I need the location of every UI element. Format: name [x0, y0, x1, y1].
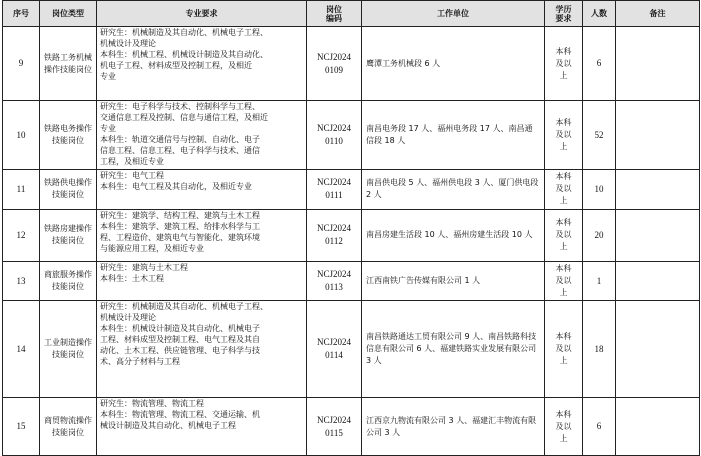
- major-line: 交通信息工程及控制、信息与通信工程，及相近: [100, 113, 268, 123]
- major-line: 本科生：建筑学、建筑工程、给排水科学与工: [100, 221, 260, 231]
- major-line: 本科生：机械设计制造及其自动化、机械电子: [100, 324, 260, 334]
- major-line: 研究生：机械制造及其自动化、机械电子工程、: [100, 302, 268, 312]
- table-row: [3, 170, 700, 209]
- header-note: 备注: [616, 1, 700, 27]
- major-line: 工程，及相近专业: [100, 157, 164, 167]
- cell-count: 18: [583, 301, 616, 398]
- cell-note: [616, 209, 700, 262]
- table-row: [3, 398, 700, 456]
- cell-major: [97, 170, 307, 209]
- table-body: [3, 27, 700, 456]
- major-line: 程、工程造价、建筑电气与智能化、建筑环境: [100, 232, 260, 242]
- major-line: 本科生：物流管理、物流工程、交通运输、机: [100, 410, 260, 420]
- cell-seq: 10: [3, 101, 40, 170]
- major-line: 术、高分子材料与工程: [100, 357, 180, 367]
- cell-note: [616, 398, 700, 456]
- cell-code: NCJ2024 0109: [307, 27, 362, 101]
- major-line: 研究生：机械制造及其自动化、机械电子工程、: [100, 28, 268, 37]
- cell-major: [97, 101, 307, 170]
- cell-seq: 11: [3, 170, 40, 209]
- cell-seq: 9: [3, 27, 40, 101]
- cell-seq: 15: [3, 398, 40, 456]
- cell-seq: 13: [3, 262, 40, 301]
- cell-code: NCJ2024 0114: [307, 301, 362, 398]
- major-line: 机电子工程、材料成型及控制工程，及相近: [100, 61, 252, 70]
- major-line: 研究生：建筑与土木工程: [100, 263, 188, 273]
- header-seq: 序号: [3, 1, 40, 27]
- cell-note: [616, 27, 700, 101]
- cell-count: 20: [583, 209, 616, 262]
- cell-unit: 南昌铁路通达工贸有限公司 9 人、南昌铁路科技信息有限公司 6 人、福建铁路实业发展有限公司 3 人: [362, 301, 545, 398]
- major-line: 机械设计及理论: [100, 39, 156, 48]
- header-row: [3, 1, 700, 27]
- cell-major: [97, 209, 307, 262]
- cell-unit: 江西京九物流有限公司 3 人、福建汇丰物流有限公司 3 人: [362, 398, 545, 456]
- cell-unit: 鹰潭工务机械段 6 人: [362, 27, 545, 101]
- header-code: 岗位 编码: [307, 1, 362, 27]
- cell-major: [97, 27, 307, 101]
- cell-code: NCJ2024 0115: [307, 398, 362, 456]
- major-line: 专业: [100, 124, 116, 134]
- table-row: [3, 262, 700, 301]
- major-line: 本科生：轨道交通信号与控制、自动化、电子: [100, 135, 260, 145]
- table-row: [3, 209, 700, 262]
- major-line: 本科生：机械工程、机械设计制造及其自动化、: [100, 50, 268, 59]
- cell-major: [97, 301, 307, 398]
- cell-unit: 南昌电务段 17 人、福州电务段 17 人、南昌通信段 18 人: [362, 101, 545, 170]
- cell-code: NCJ2024 0112: [307, 209, 362, 262]
- recruitment-table: [2, 0, 700, 456]
- cell-note: [616, 101, 700, 170]
- cell-count: 52: [583, 101, 616, 170]
- header-major: 专业要求: [97, 1, 307, 27]
- table-row: [3, 27, 700, 101]
- cell-post-type: 商贸物流操作技能岗位: [40, 398, 97, 456]
- cell-post-type: 铁路电务操作技能岗位: [40, 101, 97, 170]
- major-line: 械设计制造及其自动化、机械电子工程: [100, 421, 236, 431]
- header-count: 人数: [583, 1, 616, 27]
- cell-count: 6: [583, 398, 616, 456]
- cell-code: NCJ2024 0113: [307, 262, 362, 301]
- cell-count: 1: [583, 262, 616, 301]
- major-line: 本科生：电气工程及其自动化，及相近专业: [100, 182, 252, 192]
- cell-post-type: 铁路房建操作技能岗位: [40, 209, 97, 262]
- cell-post-type: 工业制造操作技能岗位: [40, 301, 97, 398]
- cell-post-type: 铁路供电操作技能岗位: [40, 170, 97, 209]
- cell-edu: 本科 及以 上: [545, 101, 583, 170]
- cell-seq: 14: [3, 301, 40, 398]
- table-row: [3, 301, 700, 398]
- cell-edu: 本科 及以 上: [545, 301, 583, 398]
- cell-count: 10: [583, 170, 616, 209]
- header-unit: 工作单位: [362, 1, 545, 27]
- cell-code: NCJ2024 0111: [307, 170, 362, 209]
- major-line: 动化、土木工程、供应链管理、电子科学与技: [100, 346, 260, 356]
- cell-seq: 12: [3, 209, 40, 262]
- major-line: 研究生：物流管理、物流工程: [100, 399, 204, 409]
- table-row: [3, 101, 700, 170]
- major-line: 研究生：电气工程: [100, 171, 164, 181]
- major-line: 研究生：建筑学、结构工程、建筑与土木工程: [100, 210, 260, 220]
- header-edu: 学历 要求: [545, 1, 583, 27]
- major-line: 机械设计及理论: [100, 313, 156, 323]
- cell-count: 6: [583, 27, 616, 101]
- cell-post-type: 铁路工务机械操作技能岗位: [40, 27, 97, 101]
- cell-edu: 本科 及以 上: [545, 170, 583, 209]
- major-line: 专业: [100, 72, 116, 81]
- major-line: 本科生：土木工程: [100, 274, 164, 284]
- cell-unit: 南昌房建生活段 10 人、福州房建生活段 10 人: [362, 209, 545, 262]
- cell-edu: 本科 及以 上: [545, 262, 583, 301]
- cell-note: [616, 301, 700, 398]
- cell-edu: 本科 及以 上: [545, 398, 583, 456]
- major-line: 与能源应用工程，及相近专业: [100, 243, 204, 253]
- cell-unit: 江西南铁广告传媒有限公司 1 人: [362, 262, 545, 301]
- cell-edu: 本科 及以 上: [545, 27, 583, 101]
- cell-major: [97, 398, 307, 456]
- cell-note: [616, 262, 700, 301]
- cell-unit: 南昌供电段 5 人、福州供电段 3 人、厦门供电段 2 人: [362, 170, 545, 209]
- major-line: 研究生：电子科学与技术、控制科学与工程、: [100, 102, 260, 112]
- cell-note: [616, 170, 700, 209]
- major-line: 工程、材料成型及控制工程、电气工程及其自: [100, 335, 260, 345]
- cell-post-type: 商旅服务操作技能岗位: [40, 262, 97, 301]
- cell-code: NCJ2024 0110: [307, 101, 362, 170]
- cell-edu: 本科 及以 上: [545, 209, 583, 262]
- header-post-type: 岗位类型: [40, 1, 97, 27]
- major-line: 信息工程、信息工程、电子科学与技术、通信: [100, 146, 260, 156]
- cell-major: [97, 262, 307, 301]
